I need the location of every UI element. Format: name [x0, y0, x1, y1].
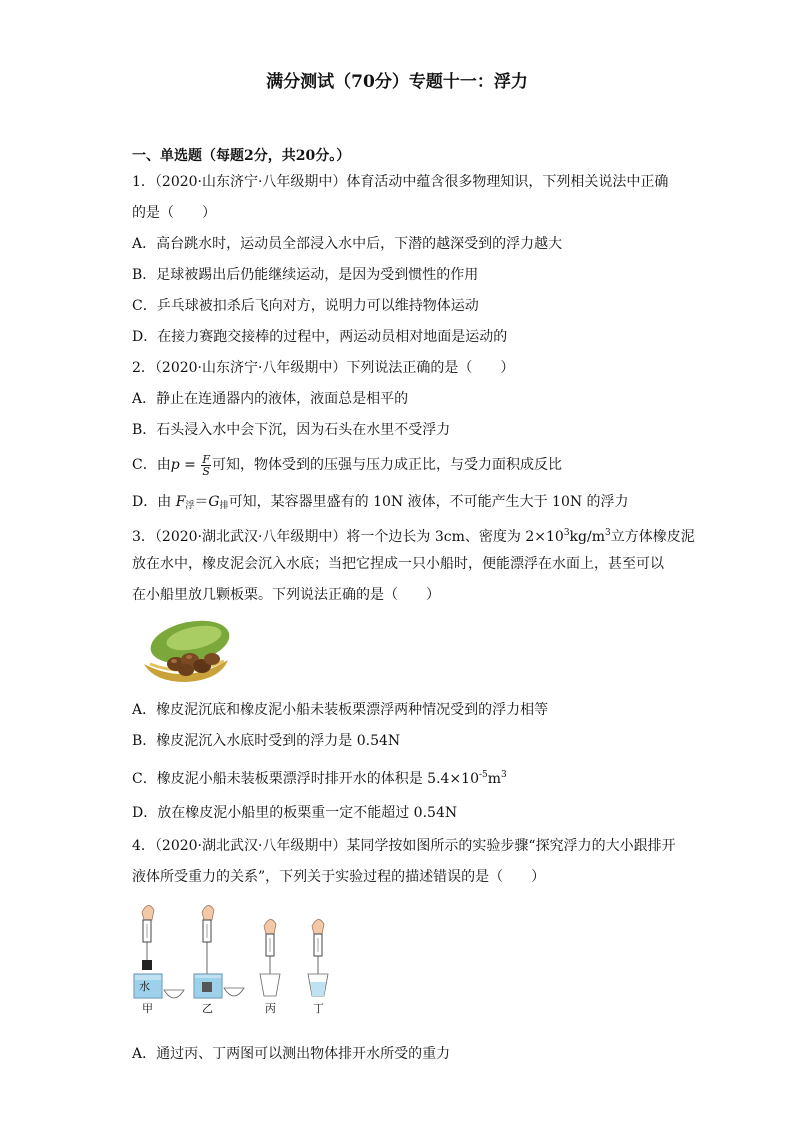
q4-stem-line1: 4．（2020·湖北武汉·八年级期中）某同学按如图所示的实验步骤“探究浮力的大小跟排开	[132, 838, 676, 854]
q3-option-b: B．橡皮泥沉入水底时受到的浮力是 0.54N	[132, 733, 401, 749]
q3-stem-line3: 在小船里放几颗板栗。下列说法正确的是（ ）	[132, 587, 440, 603]
caption-bing: 丙	[265, 1002, 276, 1015]
q3-option-c-b: m	[487, 771, 502, 787]
q2-option-c-text: 可知，物体受到的压强与压力成正比，与受力面积成反比	[211, 457, 562, 473]
q4-stem-line2: 液体所受重力的关系”，下列关于实验过程的描述错误的是（ ）	[132, 869, 546, 885]
q3-stem-a: 3．（2020·湖北武汉·八年级期中）将一个边长为 3cm、密度为 2×10	[132, 529, 564, 545]
q3-option-c-a: C．橡皮泥小船未装板栗漂浮时排开水的体积是 5.4×10	[132, 771, 479, 787]
q3-option-c-sup1: -5	[478, 770, 488, 780]
q3-option-c	[132, 765, 507, 789]
q1-stem-line2: 的是（ ）	[132, 205, 216, 221]
clay-boat-illustration	[140, 614, 232, 686]
q3-option-d: D．放在橡皮泥小船里的板栗重一定不能超过 0.54N	[132, 805, 458, 821]
setup-ding	[308, 919, 328, 996]
formula-fraction	[201, 454, 211, 477]
q1-option-b: B．足球被踢出后仍能继续运动，是因为受到惯性的作用	[132, 267, 479, 283]
water-label: 水	[139, 980, 150, 993]
formula-f-sub: 浮	[185, 501, 195, 511]
section-heading: 一、单选题（每题2分，共20分。）	[132, 148, 351, 164]
q3-stem-b: kg/m	[569, 529, 605, 545]
formula-eq2: ＝	[194, 494, 209, 510]
formula-equals: =	[179, 457, 201, 473]
q2-option-b: B．石头浸入水中会下沉，因为石头在水里不受浮力	[132, 422, 451, 438]
caption-jia: 甲	[142, 1002, 153, 1015]
q2-option-c	[132, 452, 562, 478]
q3-stem-line2: 放在水中，橡皮泥会沉入水底；当把它捏成一只小船时，便能漂浮在水面上，甚至可以	[132, 556, 664, 572]
q3-stem-c: 立方体橡皮泥	[610, 529, 695, 545]
q3-stem-line1	[132, 523, 695, 547]
setup-bing	[260, 919, 280, 996]
q3-sup-a: 3	[563, 528, 570, 538]
q4-option-a: A．通过丙、丁两图可以测出物体排开水所受的重力	[132, 1046, 451, 1062]
caption-ding: 丁	[313, 1002, 324, 1015]
page-title: 满分测试（70分）专题十一：浮力	[266, 72, 528, 92]
q3-option-c-sup2: 3	[501, 770, 507, 780]
q2-option-c-prefix: C．由	[132, 457, 171, 473]
q2-option-d	[132, 492, 629, 516]
buoyancy-experiment-figure	[128, 898, 348, 1018]
q1-option-a: A．高台跳水时，运动员全部浸入水中后，下潜的越深受到的浮力越大	[132, 236, 563, 252]
q2-option-d-text: 可知，某容器里盛有的 10N 液体，不可能产生大于 10N 的浮力	[228, 494, 629, 510]
fraction-denominator: S	[202, 464, 210, 478]
q3-option-a: A．橡皮泥沉底和橡皮泥小船未装板栗漂浮两种情况受到的浮力相等	[132, 702, 549, 718]
q1-option-d: D．在接力赛跑交接棒的过程中，两运动员相对地面是运动的	[132, 329, 508, 345]
setup-yi	[194, 905, 244, 998]
formula-g-sub: 排	[219, 501, 229, 511]
caption-yi: 乙	[202, 1002, 213, 1015]
q2-option-d-prefix: D．由	[132, 494, 176, 510]
formula-f: F	[175, 494, 186, 510]
q2-stem: 2．（2020·山东济宁·八年级期中）下列说法正确的是（ ）	[132, 360, 515, 376]
formula-g: G	[208, 494, 220, 510]
q2-option-a: A．静止在连通器内的液体，液面总是相平的	[132, 391, 409, 407]
q1-option-c: C．乒乓球被扣杀后飞向对方，说明力可以维持物体运动	[132, 298, 479, 314]
fraction-numerator: F	[202, 452, 210, 466]
q1-stem-line1: 1．（2020·山东济宁·八年级期中）体育活动中蕴含很多物理知识，下列相关说法中正确	[132, 174, 669, 190]
q3-sup-b: 3	[604, 528, 611, 538]
formula-p: p	[170, 457, 180, 473]
